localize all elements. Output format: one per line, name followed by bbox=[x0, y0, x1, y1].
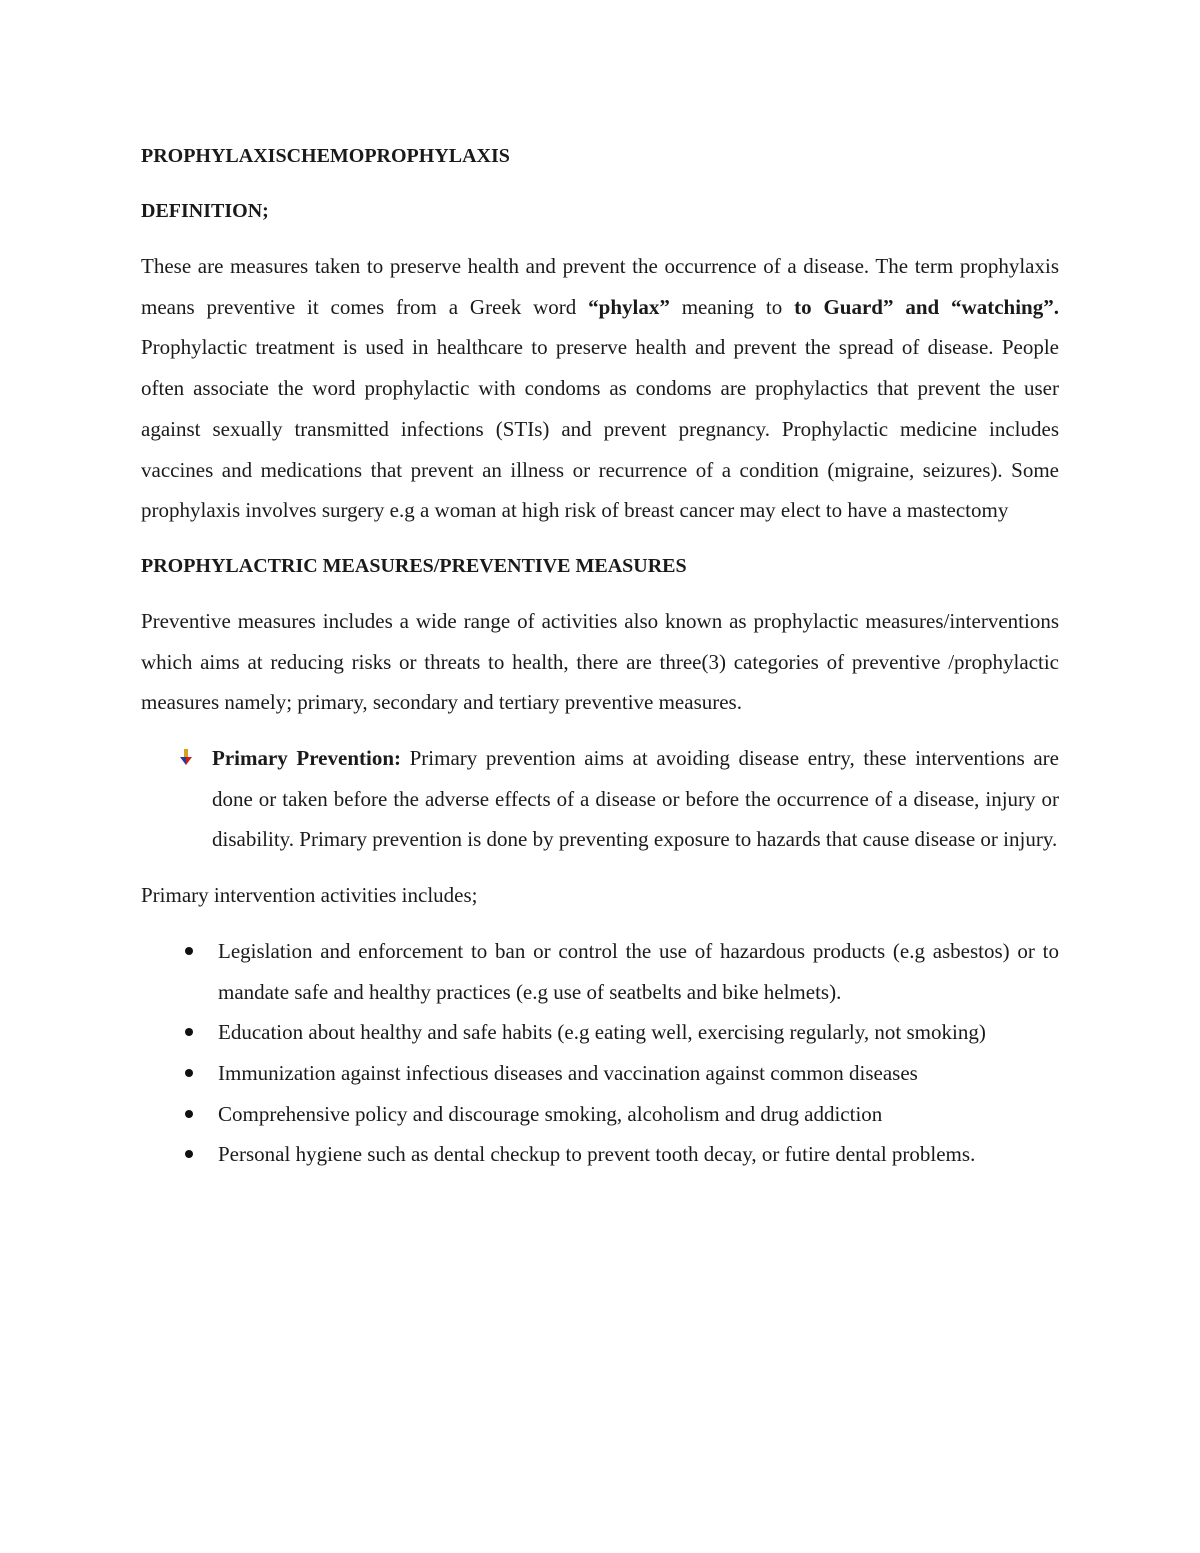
definition-text-3: Prophylactic treatment is used in healthcare to preserve health and prevent the spread of disease. People often associate the word prophylactic with condoms as condoms are prophylactics that prevent the user against sexually transmitted infections (STIs) and prevent pregnancy. Prophylactic medicine includes vaccines and medications that prevent an illness or recurrence of a condition (migraine, seizures). Some prophylaxis involves surgery e.g a woman at high risk of breast cancer may elect to have a mastectomy bbox=[141, 335, 1059, 523]
primary-prevention-list bbox=[141, 738, 1059, 860]
list-item-text: Education about healthy and safe habits (e.g eating well, exercising regularly, not smoking) bbox=[218, 1020, 986, 1045]
list-item bbox=[141, 1134, 1059, 1175]
bullet-dot-icon bbox=[185, 1150, 193, 1158]
list-item-text: Personal hygiene such as dental checkup to prevent tooth decay, or futire dental problems. bbox=[218, 1142, 976, 1167]
bullet-dot-icon bbox=[185, 947, 193, 955]
list-item-text: Legislation and enforcement to ban or control the use of hazardous products (e.g asbestos) or to mandate safe and healthy practices (e.g use of seatbelts and bike helmets). bbox=[218, 938, 1059, 1004]
measures-paragraph: Preventive measures includes a wide range of activities also known as prophylactic measures/interventions which aims at reducing risks or threats to health, there are three(3) categories of preventive /prophylactic measures namely; primary, secondary and tertiary preventive measures. bbox=[141, 608, 1059, 715]
bullet-dot-icon bbox=[185, 1069, 193, 1077]
activities-list bbox=[141, 931, 1059, 1175]
document-content bbox=[141, 136, 1059, 1175]
activities-intro: Primary intervention activities includes; bbox=[141, 883, 478, 908]
definition-text-2: meaning to bbox=[669, 294, 795, 319]
definition-bold-guard: to Guard” and “watching”. bbox=[794, 294, 1059, 319]
definition-bold-phylax: “phylax” bbox=[588, 294, 670, 319]
definition-paragraph bbox=[141, 246, 1059, 531]
definition-text-1: These are measures taken to preserve health and prevent the occurrence of a disease. The term prophylaxis means preventive it comes from a Greek word bbox=[141, 254, 1059, 319]
list-item bbox=[141, 931, 1059, 1012]
definition-heading: DEFINITION; bbox=[141, 200, 269, 222]
list-item bbox=[141, 1053, 1059, 1094]
list-item bbox=[141, 1094, 1059, 1135]
list-item-text: Immunization against infectious diseases and vaccination against common diseases bbox=[218, 1060, 918, 1085]
primary-prevention-item bbox=[141, 738, 1059, 860]
bullet-dot-icon bbox=[185, 1110, 193, 1118]
document-title: PROPHYLAXISCHEMOPROPHYLAXIS bbox=[141, 145, 510, 167]
measures-heading: PROPHYLACTRIC MEASURES/PREVENTIVE MEASURES bbox=[141, 554, 687, 577]
arrow-bullet-icon bbox=[177, 748, 195, 766]
bullet-dot-icon bbox=[185, 1028, 193, 1036]
primary-prevention-text: Primary prevention aims at avoiding disease entry, these interventions are done or taken before the adverse effects of a disease or before the occurrence of a disease, injury or disability. Primary prevention is done by preventing exposure to hazards that cause disease or injury. bbox=[212, 746, 1059, 852]
list-item bbox=[141, 1012, 1059, 1053]
list-item-text: Comprehensive policy and discourage smoking, alcoholism and drug addiction bbox=[218, 1101, 883, 1126]
primary-prevention-label: Primary Prevention: bbox=[212, 746, 401, 771]
